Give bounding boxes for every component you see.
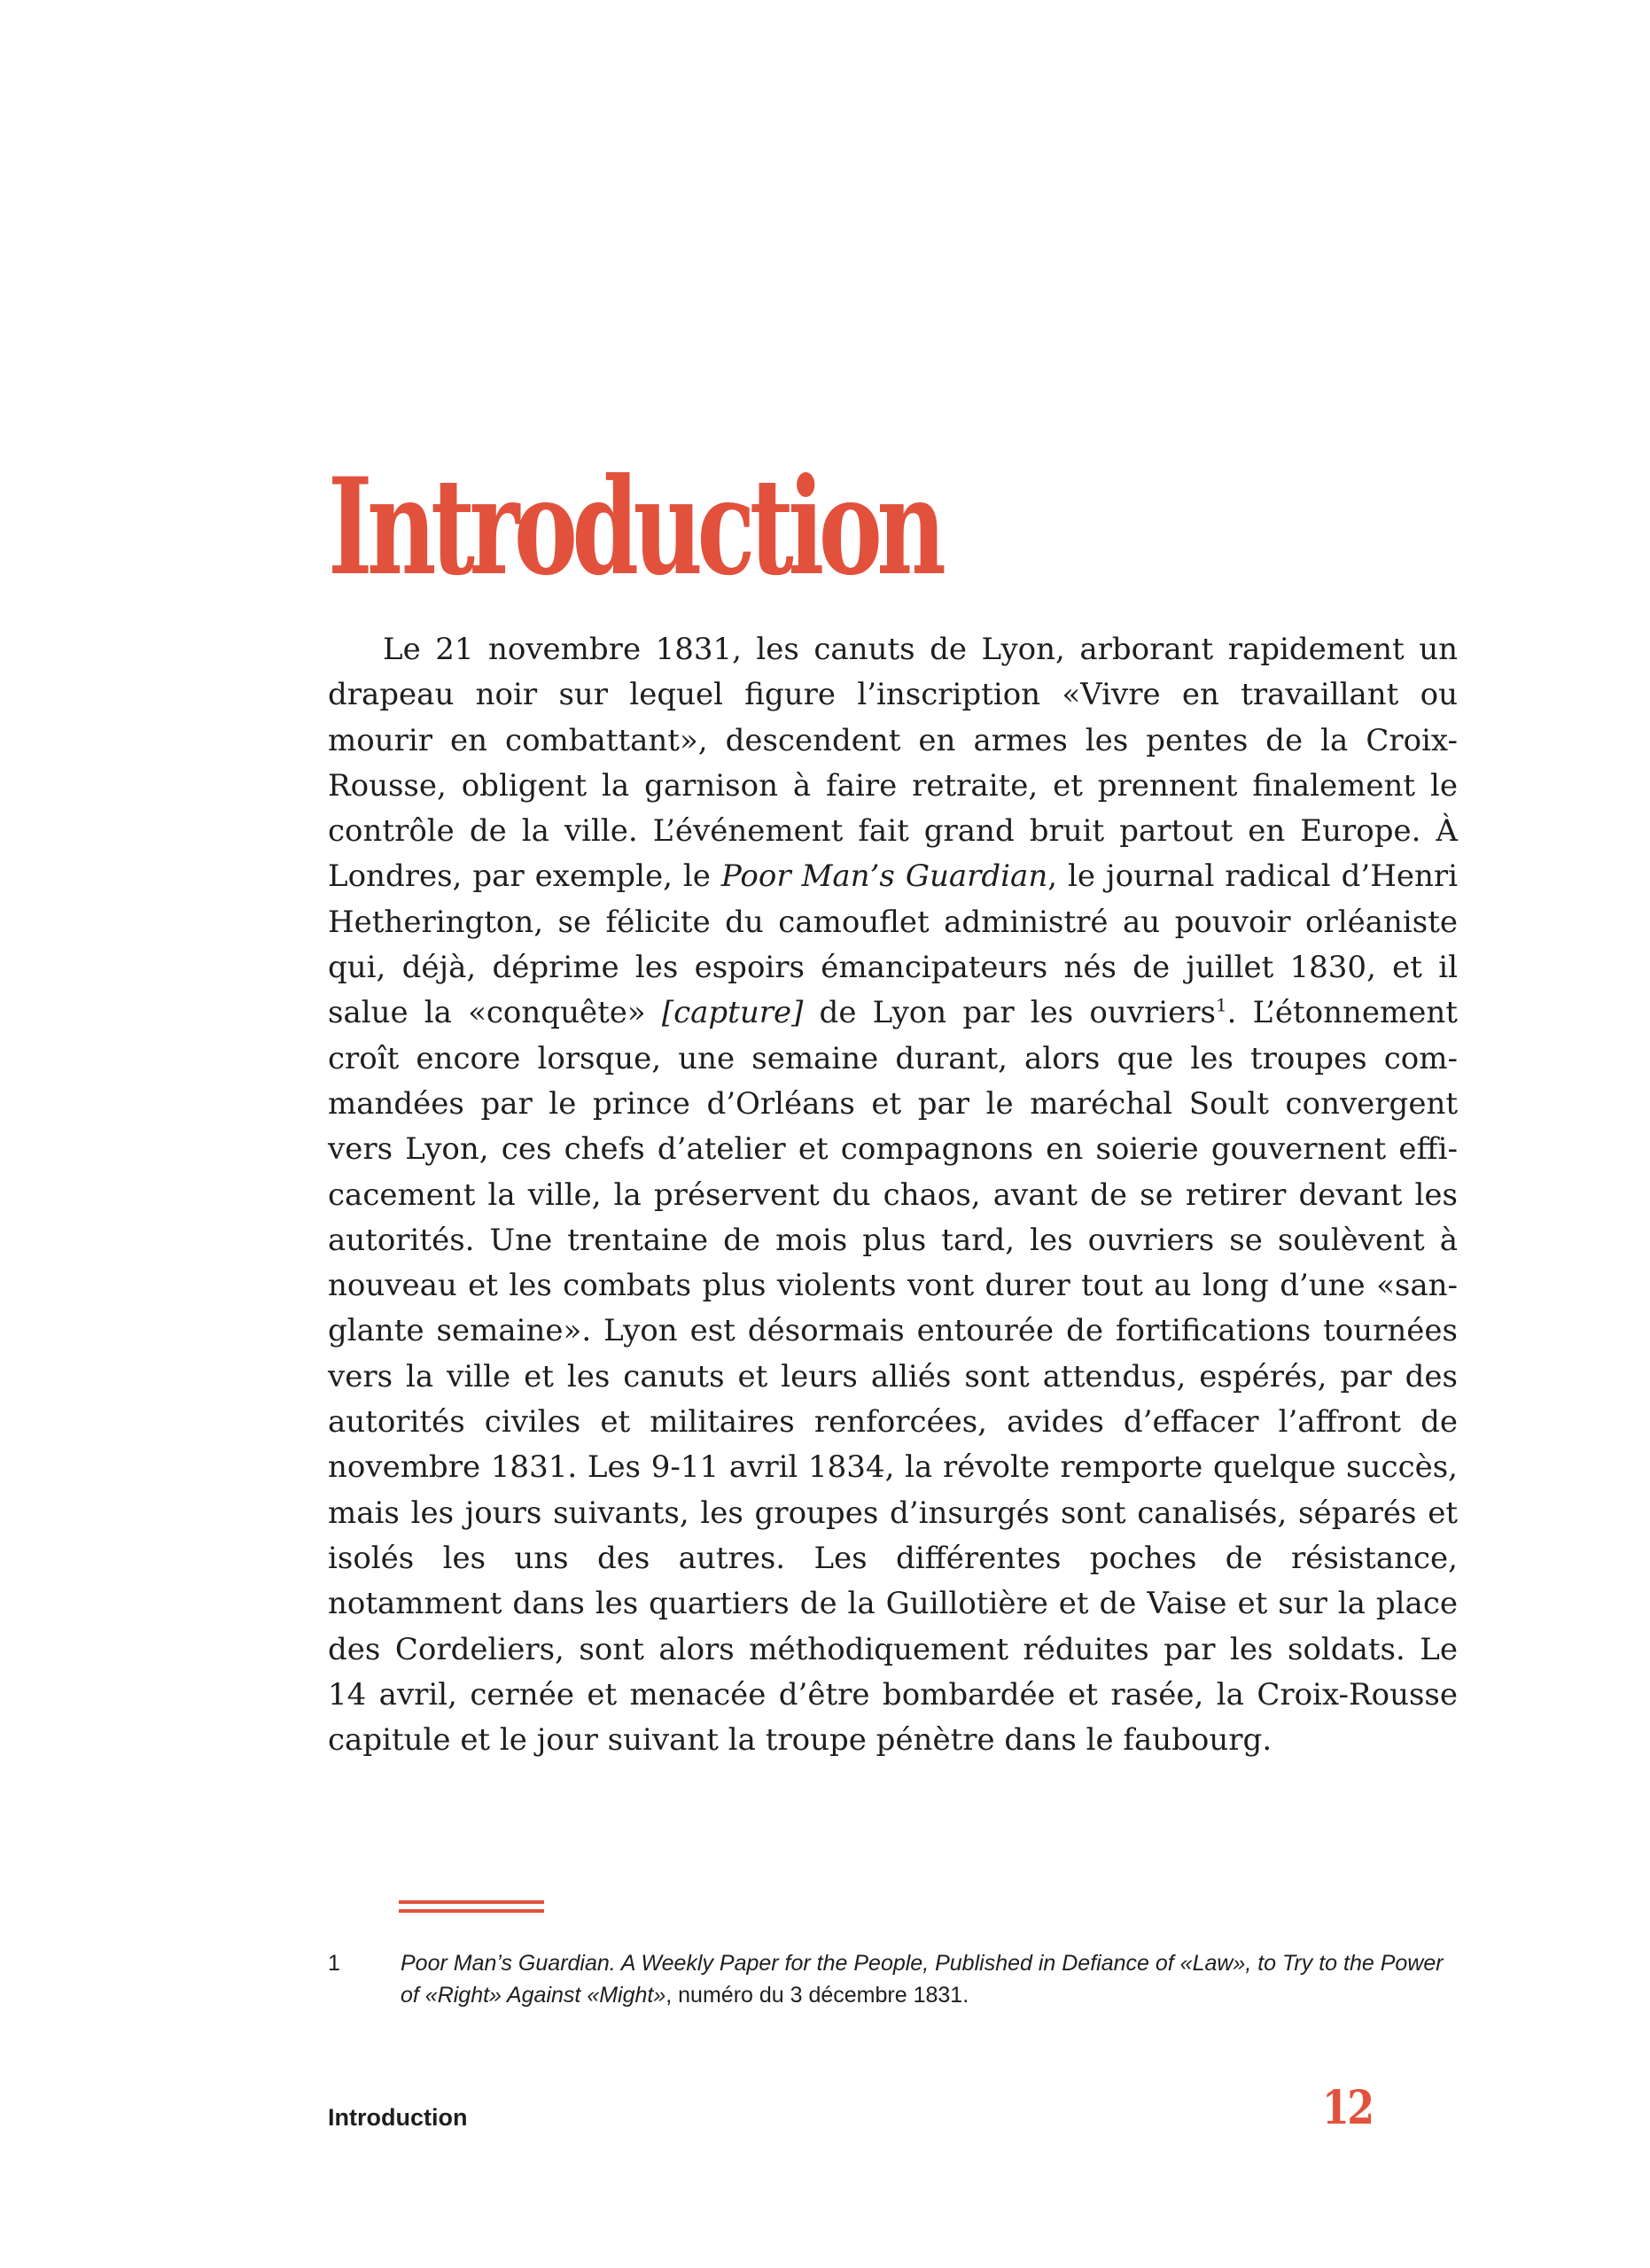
footnote-italic-title: Poor Man’s Guardian. A Weekly Paper for the People, Published in Defiance of «Law», to Try to the Power of «Right» Against «Might» <box>401 1951 1444 2008</box>
footnote-reference[interactable]: 1 <box>1215 995 1227 1017</box>
footnote-divider <box>399 1900 544 1913</box>
running-footer-title: Introduction <box>328 2104 468 2131</box>
body-italic-capture: [capture] <box>661 995 804 1031</box>
page-number: 12 <box>1322 2081 1373 2135</box>
footnote-text <box>401 1947 1464 2011</box>
footnote-rest: , numéro du 3 décembre 1831. <box>665 1983 969 2008</box>
body-text-part-2: , le journal radical d’Henri Hetherington, se félicite du camouflet administré au pouvoir orléaniste qui, déjà, déprime les espoirs émancipateurs nés de juillet 1830, et il salue la «conquête» <box>328 858 1458 1031</box>
chapter-title: Introduction <box>328 449 941 605</box>
body-text-part-3: de Lyon par les ouvriers <box>803 995 1216 1031</box>
footnote-number: 1 <box>328 1951 340 1976</box>
body-text-part-1: Le 21 novembre 1831, les canuts de Lyon, arborant rapidement un drapeau noir sur lequel figure l’inscription «Vivre en travaillant ou mourir en combattant», descendent en armes les pentes de la Croix-Rousse, obligent la garnison à faire retraite, et prennent finalement le contrôle de la ville. L’événement fait grand bruit partout en Europe. À Londres, par exemple, le <box>328 632 1458 895</box>
body-paragraph <box>328 627 1458 1763</box>
body-italic-newspaper-title: Poor Man’s Guardian <box>720 858 1048 895</box>
body-text-part-4: . L’étonnement croît encore lorsque, une semaine durant, alors que les troupes commandées par le prince d’Orléans et par le maréchal Soult convergent vers Lyon, ces chefs d’atelier et compagnons en soierie gouvernent efficacement la ville, la préservent du chaos, avant de se retirer devant les autorités. Une trentaine de mois plus tard, les ouvriers se soulèvent à nouveau et les combats plus violents vont durer tout au long d’une «sanglante semaine». Lyon est désormais entourée de fortifications tournées vers la ville et les canuts et leurs alliés sont attendus, espérés, par des autorités civiles et militaires renforcées, avides d’effacer l’affront de novembre 1831. Les 9-11 avril 1834, la révolte remporte quelque succès, mais les jours suivants, les groupes d’insurgés sont canalisés, séparés et isolés les uns des autres. Les différentes poches de résistance, notamment dans les quartiers de la Guillotière et de Vaise et sur la place des Cordeliers, sont alors méthodiquement réduites par les soldats. Le 14 avril, cernée et menacée d’être bombardée et rasée, la Croix-Rousse capitule et le jour suivant la troupe pénètre dans le faubourg. <box>328 995 1458 1759</box>
